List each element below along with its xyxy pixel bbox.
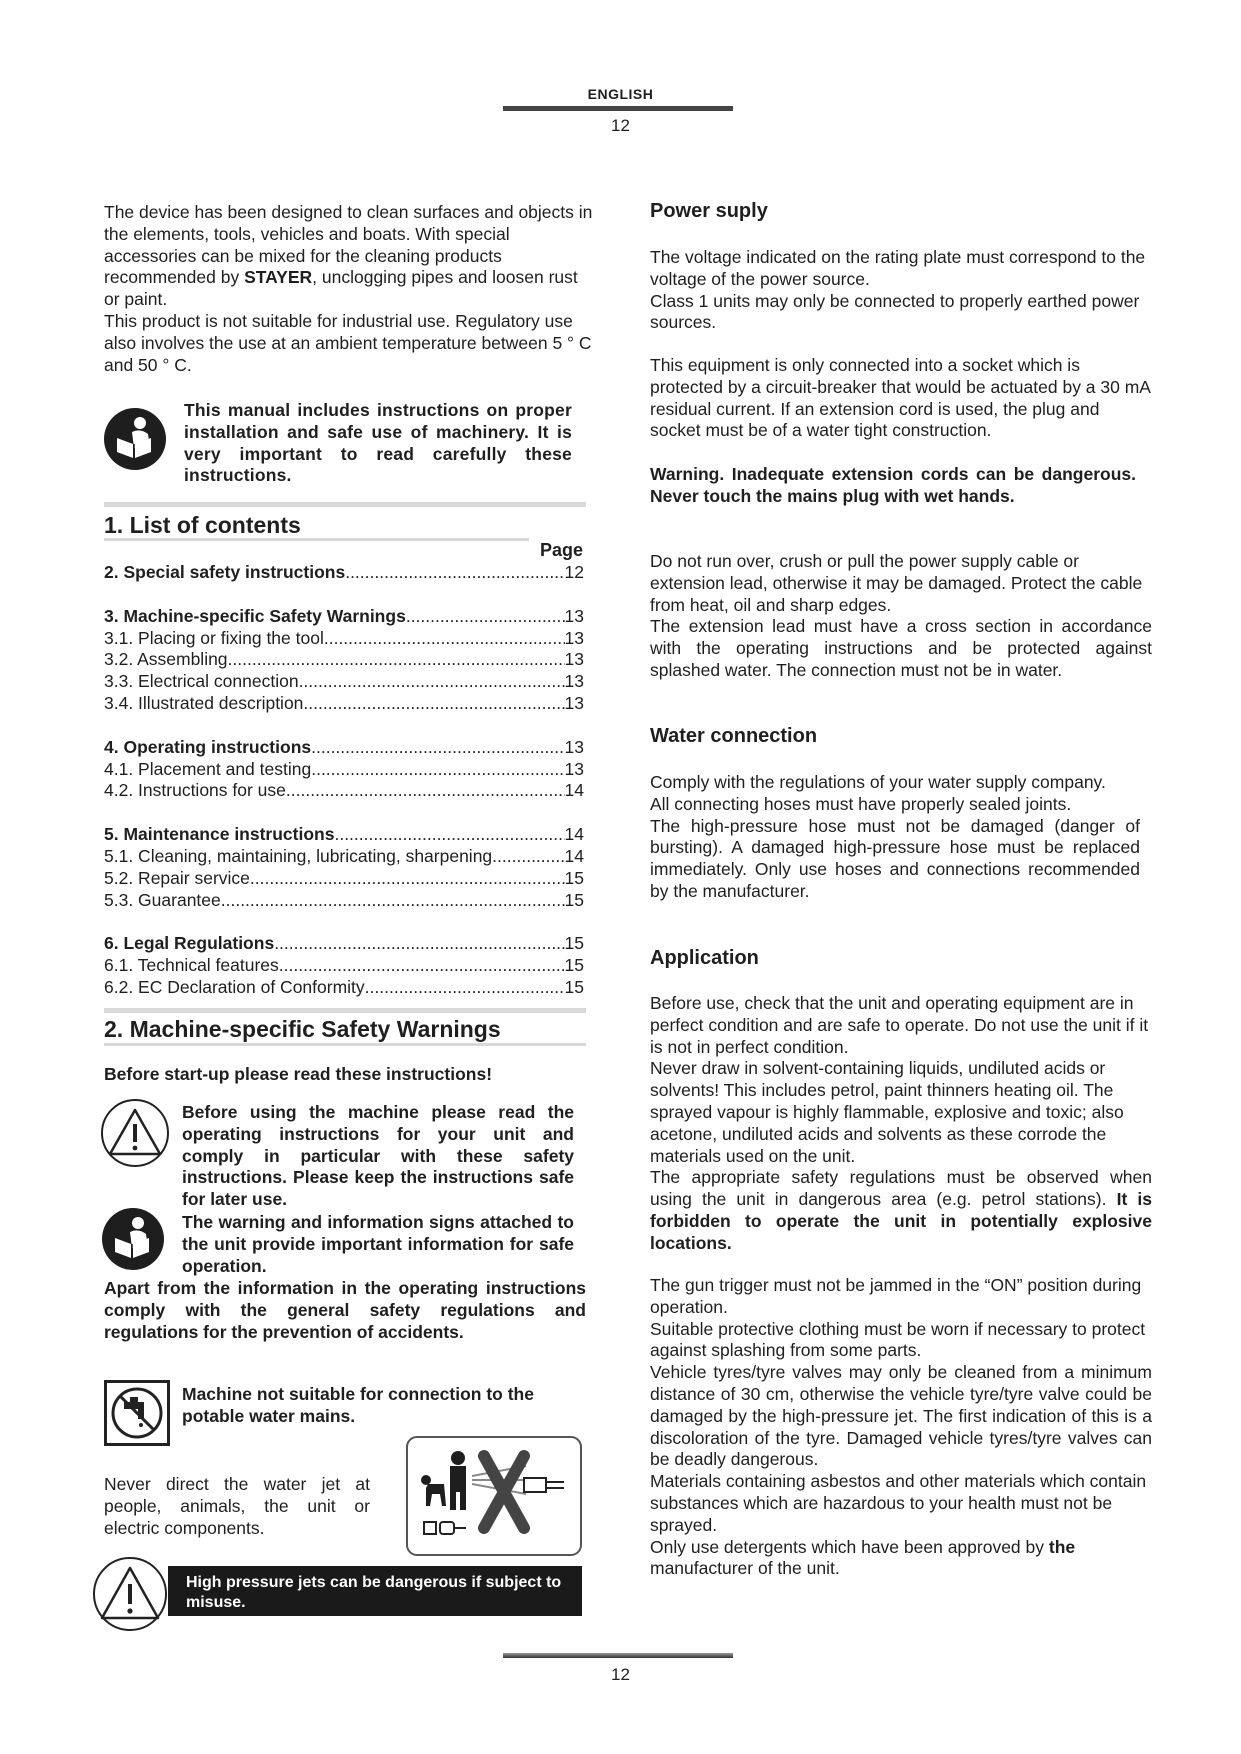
toc-row[interactable]: 5.1. Cleaning, maintaining, lubricating, sharpening ..... 14 xyxy=(104,846,584,868)
safety-divider-bottom xyxy=(104,1043,586,1046)
before-startup: Before start-up please read these instructions! xyxy=(104,1064,493,1084)
power-supply-title: Power suply xyxy=(650,200,768,222)
not-potable: Machine not suitable for connection to the potable water mains. xyxy=(182,1384,534,1426)
warning-triangle-icon xyxy=(92,1556,168,1632)
toc-row[interactable]: 3.3. Electrical connection ..... 13 xyxy=(104,671,584,693)
footer-rule xyxy=(503,1653,733,1658)
toc-row[interactable]: 3.1. Placing or fixing the tool ..... 13 xyxy=(104,628,584,650)
warn-block-1: Before using the machine please read the operating instructions for your unit and comply in particular with these safety instructions. Please keep the instructions safe for later use. xyxy=(182,1102,574,1210)
toc-row[interactable]: 3.2. Assembling ..... 13 xyxy=(104,649,584,671)
footer-page-number: 12 xyxy=(611,1665,630,1684)
no-potable-water-icon xyxy=(104,1380,170,1446)
manual-notice: This manual includes instructions on proper installation and safe use of machinery. It is very important to read carefully these instructions. xyxy=(184,400,572,486)
toc-row[interactable]: 4.2. Instructions for use ..... 14 xyxy=(104,780,584,802)
no-spray-people-illustration xyxy=(406,1436,582,1556)
toc-row[interactable]: 4.1. Placement and testing ..... 13 xyxy=(104,759,584,781)
never-direct: Never direct the water jet at people, animals, the unit or electric components. xyxy=(104,1474,370,1538)
read-manual-icon xyxy=(102,1208,164,1270)
toc-row[interactable]: 5. Maintenance instructions ..... 14 xyxy=(104,824,584,846)
warn-block-2: The warning and information signs attached to the unit provide important information for safe operation. xyxy=(182,1212,574,1276)
safety-divider-top xyxy=(104,1008,586,1013)
water-connection-text: Comply with the regulations of your water supply company. All connecting hoses must have properly sealed joints. The high-pressure hose must not be damaged (danger of bursting). A damaged high-pressure hose must be replaced immediately. Only use hoses and connections recommended by the manufacturer. xyxy=(650,772,1140,901)
apart-from: Apart from the information in the operating instructions comply with the general safety regulations and regulations for the prevention of accidents. xyxy=(104,1278,586,1342)
application-title: Application xyxy=(650,947,759,969)
safety-title: 2. Machine-specific Safety Warnings xyxy=(104,1016,501,1042)
toc-row[interactable]: 6.1. Technical features ..... 15 xyxy=(104,955,584,977)
toc-row[interactable]: 3. Machine-specific Safety Warnings ..... 13 xyxy=(104,606,584,628)
toc-title: 1. List of contents xyxy=(104,512,301,538)
toc-page-label: Page xyxy=(540,540,584,560)
intro-paragraph: The device has been designed to clean surfaces and objects in the elements, tools, vehicles and boats. With special accessories can be mixed for the cleaning products recommended by STAYER, unclogging pipes and loosen rust or paint. This product is not suitable for industrial use. Regulatory use also involves the use at an ambient temperature between 5 ° C and 50 ° C. xyxy=(104,202,593,375)
toc-row[interactable]: 5.3. Guarantee ..... 15 xyxy=(104,890,584,912)
power-supply-text-2: This equipment is only connected into a socket which is protected by a circuit-breaker that would be actuated by a 30 mA residual current. If an extension cord is used, the plug and socket must be of a water tight construction. xyxy=(650,355,1151,441)
water-connection-title: Water connection xyxy=(650,725,818,747)
power-supply-text-3: Do not run over, crush or pull the power supply cable or extension lead, otherwise it may be damaged. Protect the cable from heat, oil and sharp edges. The extension lead must have a cross section in accordance with the operating instructions and be protected against splashed water. The connection must not be in water. xyxy=(650,551,1152,680)
power-supply-text-1: The voltage indicated on the rating plate must correspond to the voltage of the power source. Class 1 units may only be connected to properly earthed power sources. xyxy=(650,247,1146,333)
read-manual-icon xyxy=(104,408,166,470)
application-text-1: Before use, check that the unit and operating equipment are in perfect condition and are safe to operate. Do not use the unit if it is not in perfect condition. Never draw in solvent-containing liquids, undiluted acids or solvents! This includes petrol, paint thinners heating oil. The sprayed vapour is highly flammable, explosive and toxic; also acetone, undiluted acids and solvents as these corrode the materials used on the unit. The appropriate safety regulations must be observed when using the unit in dangerous area (e.g. petrol stations). It is forbidden to operate the unit in potentially explosive locations. xyxy=(650,993,1152,1253)
toc-row[interactable]: 6.2. EC Declaration of Conformity ..... 15 xyxy=(104,977,584,999)
toc-row[interactable]: 5.2. Repair service ..... 15 xyxy=(104,868,584,890)
header-rule xyxy=(503,106,733,111)
toc-row[interactable]: 2. Special safety instructions ..... 12 xyxy=(104,562,584,584)
toc-row[interactable]: 3.4. Illustrated description ..... 13 xyxy=(104,693,584,715)
header-page-number: 12 xyxy=(611,116,630,135)
table-of-contents xyxy=(104,562,586,999)
warning-triangle-icon xyxy=(100,1098,170,1168)
toc-divider xyxy=(104,502,586,507)
toc-row[interactable]: 4. Operating instructions ..... 13 xyxy=(104,737,584,759)
power-supply-warning: Warning. Inadequate extension cords can be dangerous. Never touch the mains plug with wet hands. xyxy=(650,464,1136,506)
high-pressure-warning-text: High pressure jets can be dangerous if subject to misuse. xyxy=(186,1574,562,1611)
toc-title-underline xyxy=(104,538,529,541)
application-text-2: The gun trigger must not be jammed in the “ON” position during operation. Suitable protective clothing must be worn if necessary to protect against splashing from some parts. Vehicle tyres/tyre valves may only be cleaned from a minimum distance of 30 cm, otherwise the vehicle tyre/tyre valve could be damaged by the high-pressure jet. The first indication of this is a discoloration of the tyre. Damaged vehicle tyres/tyre valves can be deadly dangerous. Materials containing asbestos and other materials which contain substances which are hazardous to your health must not be sprayed. Only use detergents which have been approved by the manufacturer of the unit. xyxy=(650,1275,1152,1579)
header-language: ENGLISH xyxy=(587,86,654,102)
high-pressure-warning-banner xyxy=(168,1566,582,1616)
toc-row[interactable]: 6. Legal Regulations ..... 15 xyxy=(104,933,584,955)
